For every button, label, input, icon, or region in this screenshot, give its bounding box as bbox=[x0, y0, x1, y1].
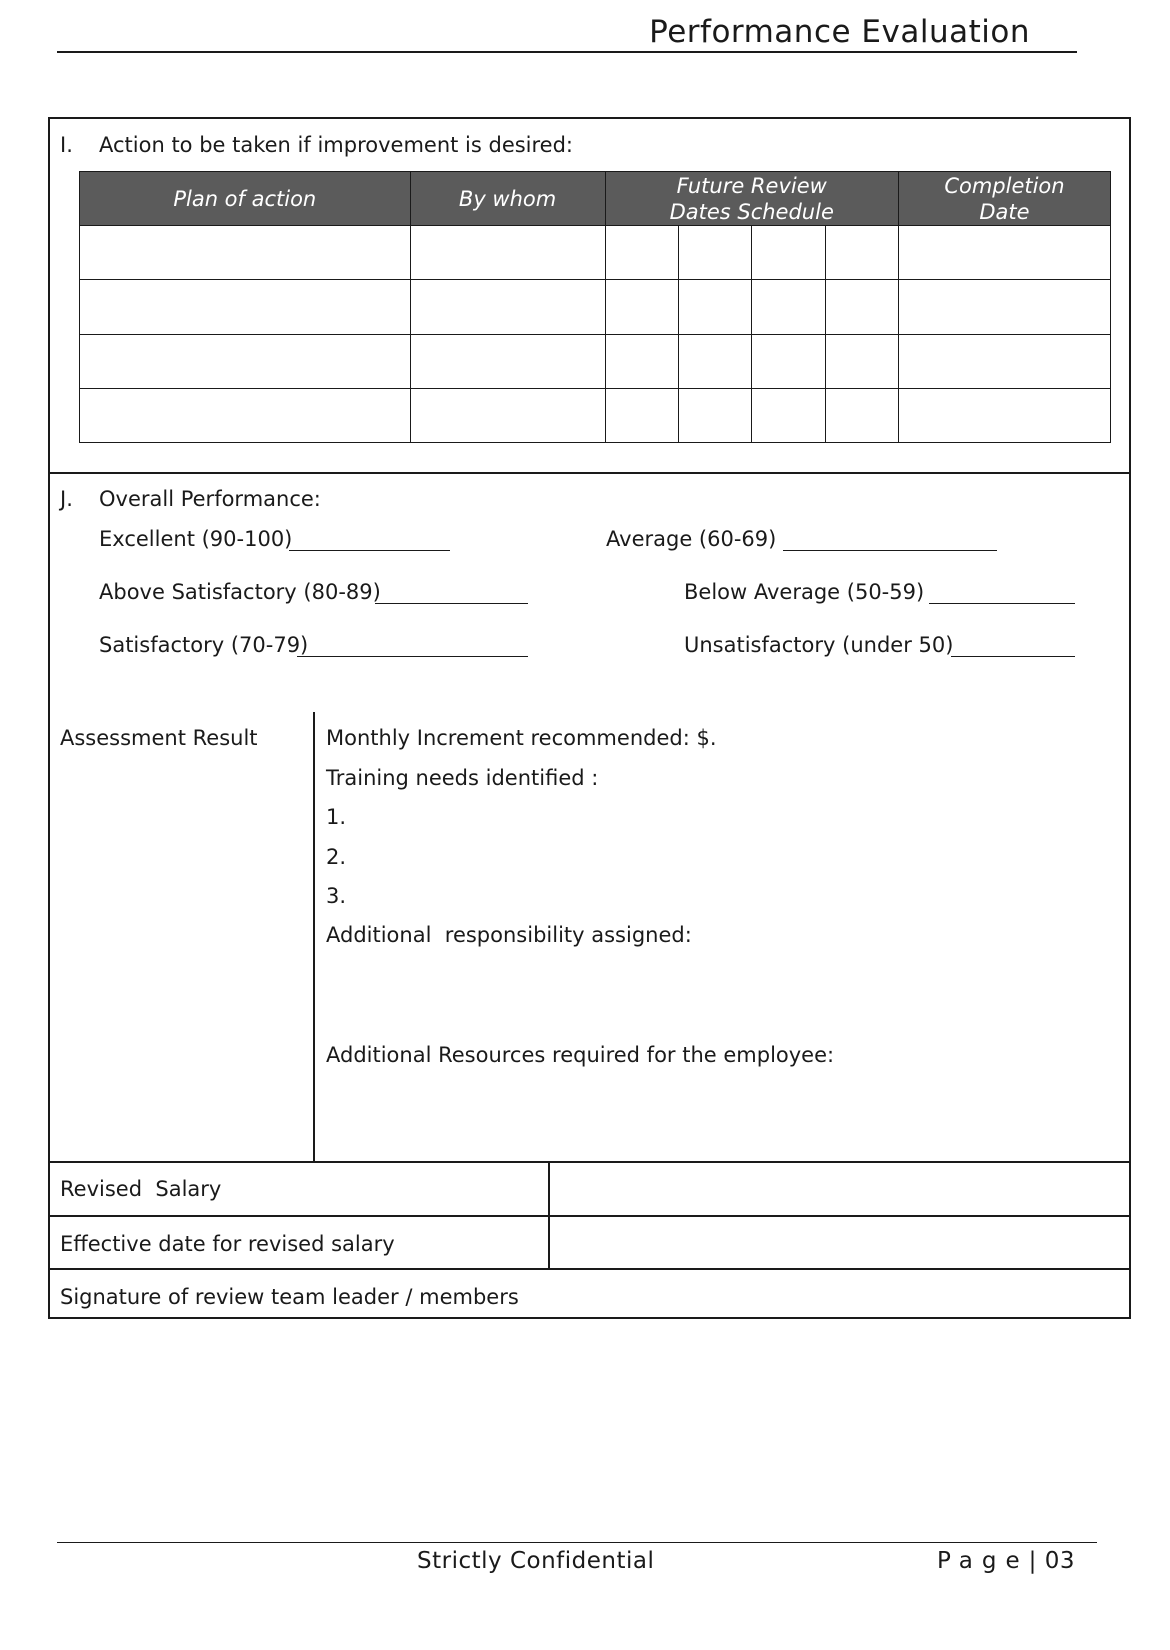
plan-cell[interactable] bbox=[80, 388, 411, 442]
review-date-cell[interactable] bbox=[825, 226, 898, 280]
action-plan-header-row bbox=[80, 172, 1111, 226]
review-date-cell[interactable] bbox=[825, 280, 898, 334]
action-plan-table bbox=[79, 171, 1111, 443]
additional-responsibility-label: Additional responsibility assigned: bbox=[326, 923, 692, 947]
by-whom-cell[interactable] bbox=[410, 388, 605, 442]
page-title: Performance Evaluation bbox=[649, 14, 1030, 50]
rating-above-satisfactory-label: Above Satisfactory (80-89) bbox=[99, 580, 381, 604]
review-date-cell[interactable] bbox=[605, 226, 678, 280]
review-date-cell[interactable] bbox=[752, 334, 825, 388]
rating-average-label: Average (60-69) bbox=[606, 527, 777, 551]
assessment-result-label: Assessment Result bbox=[60, 726, 258, 750]
review-date-cell[interactable] bbox=[825, 388, 898, 442]
review-date-cell[interactable] bbox=[752, 280, 825, 334]
training-needs-label: Training needs identified : bbox=[326, 766, 599, 790]
review-date-cell[interactable] bbox=[678, 334, 751, 388]
rating-satisfactory-field[interactable] bbox=[297, 656, 528, 657]
future-review-header: Future Review Dates Schedule bbox=[605, 172, 898, 226]
page-separator: | bbox=[1028, 1548, 1037, 1574]
rating-average-field[interactable] bbox=[783, 550, 997, 551]
rating-unsatisfactory-field[interactable] bbox=[951, 656, 1075, 657]
plan-of-action-header: Plan of action bbox=[80, 172, 411, 226]
page-number: 03 bbox=[1044, 1548, 1075, 1574]
plan-cell[interactable] bbox=[80, 280, 411, 334]
training-need-3[interactable]: 3. bbox=[326, 884, 347, 908]
section-j-title: Overall Performance: bbox=[99, 487, 321, 511]
by-whom-cell[interactable] bbox=[410, 334, 605, 388]
header-divider bbox=[57, 51, 1077, 53]
review-date-cell[interactable] bbox=[825, 334, 898, 388]
by-whom-cell[interactable] bbox=[410, 226, 605, 280]
training-need-1[interactable]: 1. bbox=[326, 805, 347, 829]
completion-date-cell[interactable] bbox=[898, 388, 1110, 442]
rating-excellent-field[interactable] bbox=[289, 550, 450, 551]
footer-divider bbox=[57, 1542, 1097, 1543]
rating-excellent-label: Excellent (90-100) bbox=[99, 527, 293, 551]
effective-date-label: Effective date for revised salary bbox=[60, 1232, 395, 1256]
page-indicator bbox=[937, 1546, 1075, 1576]
training-need-2[interactable]: 2. bbox=[326, 845, 347, 869]
rating-satisfactory-label: Satisfactory (70-79) bbox=[99, 633, 309, 657]
plan-cell[interactable] bbox=[80, 226, 411, 280]
table-row bbox=[80, 226, 1111, 280]
confidential-notice: Strictly Confidential bbox=[417, 1548, 655, 1574]
completion-date-cell[interactable] bbox=[898, 280, 1110, 334]
rating-above-satisfactory-field[interactable] bbox=[375, 603, 528, 604]
signature-label: Signature of review team leader / members bbox=[60, 1285, 519, 1309]
monthly-increment-field[interactable]: Monthly Increment recommended: $. bbox=[326, 726, 717, 750]
additional-resources-label: Additional Resources required for the employee: bbox=[326, 1043, 835, 1067]
review-date-cell[interactable] bbox=[752, 226, 825, 280]
rating-unsatisfactory-label: Unsatisfactory (under 50) bbox=[684, 633, 954, 657]
table-row bbox=[80, 334, 1111, 388]
review-date-cell[interactable] bbox=[752, 388, 825, 442]
completion-date-header: Completion Date bbox=[898, 172, 1110, 226]
page-label: Page bbox=[936, 1548, 1029, 1574]
revised-salary-field[interactable] bbox=[550, 1163, 1129, 1213]
by-whom-cell[interactable] bbox=[410, 280, 605, 334]
table-row bbox=[80, 388, 1111, 442]
salary-column-divider bbox=[548, 1161, 550, 1268]
review-date-cell[interactable] bbox=[605, 280, 678, 334]
completion-date-cell[interactable] bbox=[898, 226, 1110, 280]
signature-divider bbox=[48, 1268, 1131, 1270]
completion-date-cell[interactable] bbox=[898, 334, 1110, 388]
section-i-title: Action to be taken if improvement is desired: bbox=[99, 133, 574, 157]
plan-cell[interactable] bbox=[80, 334, 411, 388]
section-i-number: I. bbox=[60, 133, 73, 157]
by-whom-header: By whom bbox=[410, 172, 605, 226]
revised-salary-label: Revised Salary bbox=[60, 1177, 222, 1201]
rating-below-average-label: Below Average (50-59) bbox=[684, 580, 925, 604]
rating-below-average-field[interactable] bbox=[929, 603, 1075, 604]
review-date-cell[interactable] bbox=[678, 226, 751, 280]
review-date-cell[interactable] bbox=[678, 280, 751, 334]
effective-date-field[interactable] bbox=[550, 1217, 1129, 1267]
assessment-divider bbox=[313, 712, 315, 1162]
section-j-number: J. bbox=[60, 487, 73, 511]
review-date-cell[interactable] bbox=[605, 388, 678, 442]
review-date-cell[interactable] bbox=[678, 388, 751, 442]
review-date-cell[interactable] bbox=[605, 334, 678, 388]
table-row bbox=[80, 280, 1111, 334]
section-divider bbox=[48, 472, 1131, 474]
